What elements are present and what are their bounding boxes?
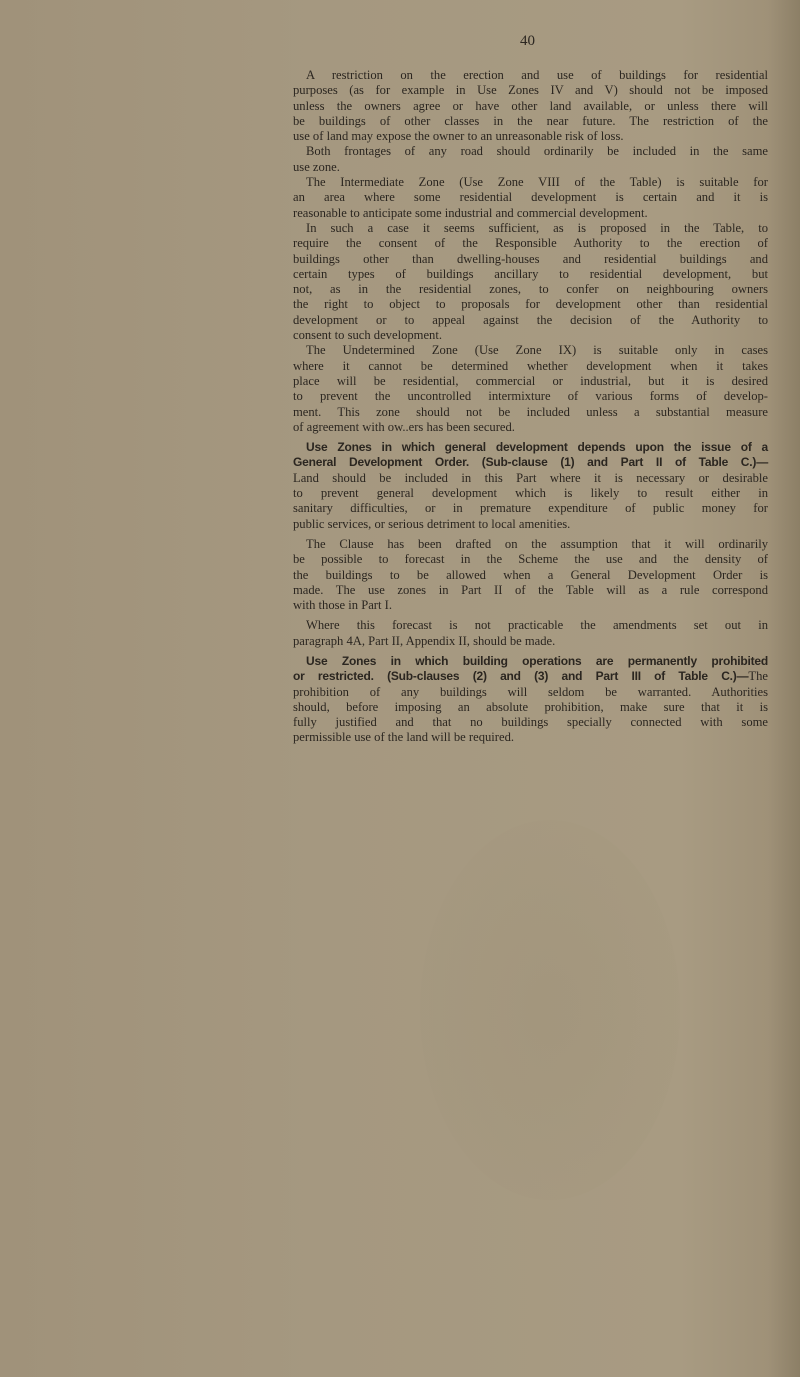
section-heading: Use Zones in which general development depends upon the issue of a (306, 440, 768, 455)
text-line: of agreement with ow..ers has been secured. (293, 419, 515, 434)
paragraph (293, 144, 768, 175)
section-paragraph (293, 654, 768, 746)
text-line: certain types of buildings ancillary to residential development, but (293, 266, 768, 281)
section-heading: Use Zones in which building operations are permanently prohibited (306, 653, 768, 668)
text-line: sanitary difficulties, or in premature expenditure of public money for (293, 501, 768, 516)
text-line: The Clause has been drafted on the assumption that it will ordinarily (306, 536, 768, 551)
text-line: where it cannot be determined whether development when it takes (293, 358, 768, 373)
text-line: to prevent the uncontrolled intermixture of various forms of develop- (293, 389, 768, 404)
text-line: permissible use of the land will be required. (293, 730, 515, 745)
text-line: be possible to forecast in the Scheme the use and the density of (293, 552, 768, 567)
text-line: Both frontages of any road should ordinarily be included in the same (306, 144, 768, 159)
text-line: should, before imposing an absolute prohibition, make sure that it is (293, 699, 768, 714)
text-line: In such a case it seems sufficient, as is proposed in the Table, to (306, 220, 768, 235)
text-line: The Undetermined Zone (Use Zone IX) is suitable only in cases (306, 343, 768, 358)
text-line: with those in Part I. (293, 598, 392, 613)
paragraph (293, 221, 768, 343)
text-line: an area where some residential development is certain and it is (293, 190, 768, 205)
section-heading: General Development Order. (Sub-clause (1) and Part II of Table C.)— (293, 455, 768, 470)
text-line: to prevent general development which is likely to result either in (293, 486, 768, 501)
text-line: be buildings of other classes in the near future. The restriction of the (293, 113, 768, 128)
text-line: development or to appeal against the decision of the Authority to (293, 312, 768, 327)
text-line: use of land may expose the owner to an unreasonable risk of loss. (293, 129, 624, 144)
paragraph (293, 175, 768, 221)
text-line: prohibition of any buildings will seldom be warranted. Authorities (293, 684, 768, 699)
section-paragraph (293, 440, 768, 532)
heading-line (293, 669, 768, 684)
text-line: require the consent of the Responsible Authority to the erection of (293, 236, 768, 251)
paragraph (293, 68, 768, 144)
paragraph (293, 618, 768, 649)
heading-line (293, 440, 768, 455)
text-line: the right to object to proposals for development other than residential (293, 297, 768, 312)
body-text: The (748, 669, 768, 684)
paragraph (293, 537, 768, 613)
text-line: buildings other than dwelling-houses and residential buildings and (293, 251, 768, 266)
text-line: purposes (as for example in Use Zones IV and V) should not be imposed (293, 83, 768, 98)
heading-line (293, 455, 768, 470)
text-line: fully justified and that no buildings specially connected with some (293, 715, 768, 730)
text-line: made. The use zones in Part II of the Table will as a rule correspond (293, 582, 768, 597)
text-line: A restriction on the erection and use of buildings for residential (306, 68, 768, 82)
text-line: The Intermediate Zone (Use Zone VIII of the Table) is suitable for (306, 175, 768, 190)
text-line: place will be residential, commercial or industrial, but it is desired (293, 373, 768, 388)
text-line: public services, or serious detriment to local amenities. (293, 516, 571, 531)
section-heading: or restricted. (Sub-clauses (2) and (3) and Part III of Table C.)— (293, 669, 749, 684)
text-line: unless the owners agree or have other land available, or unless there will (293, 98, 768, 113)
text-line: use zone. (293, 159, 340, 174)
text-line: the buildings to be allowed when a General Development Order is (293, 567, 768, 582)
text-line: consent to such development. (293, 328, 442, 343)
text-line: paragraph 4A, Part II, Appendix II, should be made. (293, 633, 556, 648)
text-column (293, 68, 768, 746)
paragraph (293, 343, 768, 435)
text-line: reasonable to anticipate some industrial and commercial development. (293, 205, 648, 220)
heading-line (293, 654, 768, 669)
text-line: ment. This zone should not be included unless a substantial measure (293, 404, 768, 419)
page-number: 40 (520, 33, 535, 49)
text-line: Where this forecast is not practicable the amendments set out in (306, 618, 768, 633)
text-line: Land should be included in this Part where it is necessary or desirable (293, 470, 768, 485)
paper-stain (420, 820, 680, 1200)
text-line: not, as in the residential zones, to confer on neighbouring owners (293, 282, 768, 297)
